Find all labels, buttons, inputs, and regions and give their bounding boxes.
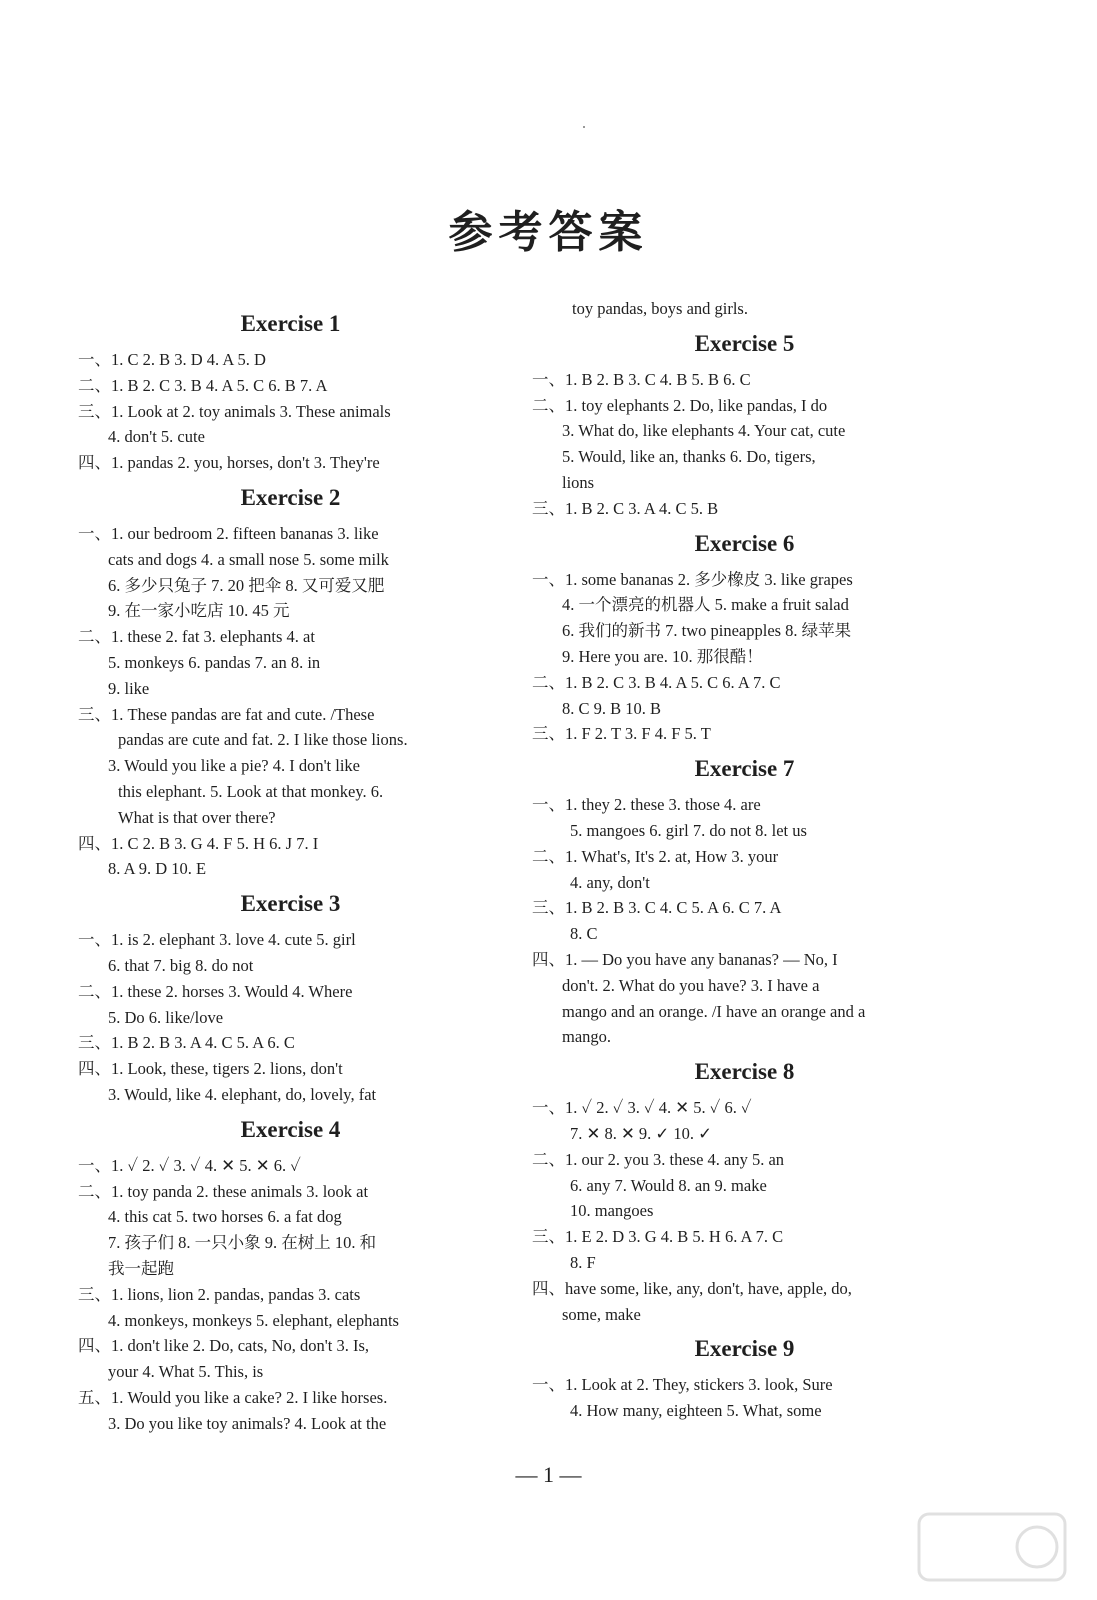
exercise-heading: Exercise 5 xyxy=(694,330,795,356)
answer-line: 三、1. F 2. T 3. F 4. F 5. T xyxy=(532,724,711,744)
answer-line: 6. 多少只兔子 7. 20 把伞 8. 又可爱又肥 xyxy=(108,575,385,595)
answer-line: 6. 我们的新书 7. two pineapples 8. 绿苹果 xyxy=(562,621,852,641)
answer-line: 四、1. pandas 2. you, horses, don't 3. They're xyxy=(78,453,380,473)
exercise-heading: Exercise 7 xyxy=(694,756,795,782)
answer-line: 四、1. C 2. B 3. G 4. F 5. H 6. J 7. I xyxy=(78,833,319,853)
answer-line: 四、1. don't like 2. Do, cats, No, don't 3. Is, xyxy=(78,1336,370,1356)
answer-line: 三、1. E 2. D 3. G 4. B 5. H 6. A 7. C xyxy=(532,1227,784,1247)
answer-line: 五、1. Would you like a cake? 2. I like horses. xyxy=(78,1387,388,1407)
answer-line: 一、1. Look at 2. They, stickers 3. look, Sure xyxy=(532,1375,833,1395)
answer-line: 4. 一个漂亮的机器人 5. make a fruit salad xyxy=(562,595,849,615)
exercise-heading: Exercise 6 xyxy=(694,530,795,556)
answer-line: 9. like xyxy=(108,678,150,698)
answer-line: 二、1. these 2. horses 3. Would 4. Where xyxy=(78,981,353,1001)
answer-line: 四、have some, like, any, don't, have, apple, do, xyxy=(532,1278,852,1298)
answer-line: 二、1. What's, It's 2. at, How 3. your xyxy=(532,846,779,866)
answer-line: 3. Would you like a pie? 4. I don't like xyxy=(108,756,361,776)
answer-line: your 4. What 5. This, is xyxy=(108,1362,264,1382)
page-title: 参考答案 xyxy=(448,207,649,258)
answer-line: 三、1. B 2. B 3. C 4. C 5. A 6. C 7. A xyxy=(532,898,782,918)
answer-line: 4. this cat 5. two horses 6. a fat dog xyxy=(108,1207,342,1227)
answer-line: pandas are cute and fat. 2. I like those lions. xyxy=(118,730,408,750)
exercise-heading: Exercise 1 xyxy=(240,311,341,336)
answer-line: 3. What do, like elephants 4. Your cat, cute xyxy=(562,421,846,441)
answer-line: 7. 孩子们 8. 一只小象 9. 在树上 10. 和 xyxy=(108,1233,377,1253)
answer-line: 4. don't 5. cute xyxy=(108,427,205,447)
answer-line: 4. monkeys, monkeys 5. elephant, elephants xyxy=(108,1310,399,1330)
answer-line: 一、1. our bedroom 2. fifteen bananas 3. like xyxy=(78,523,379,543)
answer-line: 3. Would, like 4. elephant, do, lovely, fat xyxy=(108,1084,377,1104)
answer-line: 8. C xyxy=(570,924,598,944)
exercise-heading: Exercise 4 xyxy=(240,1116,341,1142)
answer-line: What is that over there? xyxy=(118,807,276,827)
watermark-logo-icon xyxy=(917,1512,1067,1582)
exercise-heading: Exercise 9 xyxy=(694,1336,795,1362)
answer-line: 7. ✕ 8. ✕ 9. ✓ 10. ✓ xyxy=(570,1123,712,1143)
answer-line: 二、1. these 2. fat 3. elephants 4. at xyxy=(78,627,315,647)
answer-line: 5. monkeys 6. pandas 7. an 8. in xyxy=(108,652,321,672)
answer-line: 四、1. Look, these, tigers 2. lions, don't xyxy=(78,1059,343,1079)
answer-line: mango. xyxy=(562,1027,612,1047)
answer-line: 二、1. B 2. C 3. B 4. A 5. C 6. A 7. C xyxy=(532,672,781,692)
answer-line: 三、1. B 2. C 3. A 4. C 5. B xyxy=(532,498,719,518)
answer-line: 9. Here you are. 10. 那很酷！ xyxy=(562,646,763,666)
exercise-heading: Exercise 8 xyxy=(694,1059,795,1085)
answer-line: 5. Do 6. like/love xyxy=(108,1007,224,1027)
answer-line: 一、1. B 2. B 3. C 4. B 5. B 6. C xyxy=(532,369,751,389)
scan-speck xyxy=(583,126,585,128)
answer-line: 10. mangoes xyxy=(570,1201,654,1221)
answer-line: 四、1. — Do you have any bananas? — No, I xyxy=(532,949,838,969)
answer-line: 4. any, don't xyxy=(570,872,650,892)
answer-line: 3. Do you like toy animals? 4. Look at the xyxy=(108,1413,387,1433)
answer-line: lions xyxy=(562,472,595,492)
answer-line: 5. Would, like an, thanks 6. Do, tigers, xyxy=(562,447,816,467)
page-number: — 1 — xyxy=(515,1462,582,1487)
answer-line: mango and an orange. /I have an orange and a xyxy=(562,1001,866,1021)
answer-line: 4. How many, eighteen 5. What, some xyxy=(570,1401,822,1421)
answer-line: 一、1. some bananas 2. 多少橡皮 3. like grapes xyxy=(532,569,853,589)
answer-line: 二、1. toy panda 2. these animals 3. look at xyxy=(78,1181,369,1201)
answer-line: 二、1. toy elephants 2. Do, like pandas, I do xyxy=(532,395,828,415)
answer-line: 一、1. they 2. these 3. those 4. are xyxy=(532,795,761,815)
answer-line: toy pandas, boys and girls. xyxy=(572,299,748,318)
answer-line: 一、1. is 2. elephant 3. love 4. cute 5. girl xyxy=(78,930,356,950)
right-column xyxy=(532,296,957,1424)
answer-line: 我一起跑 xyxy=(108,1258,174,1278)
answer-line: 6. that 7. big 8. do not xyxy=(108,955,254,975)
answer-line: 5. mangoes 6. girl 7. do not 8. let us xyxy=(570,820,807,840)
answer-line: 一、1. ✓ 2. ✓ 3. ✓ 4. ✕ 5. ✓ 6. ✓ xyxy=(532,1098,752,1118)
answer-line: cats and dogs 4. a small nose 5. some milk xyxy=(108,549,389,569)
answer-line: 二、1. B 2. C 3. B 4. A 5. C 6. B 7. A xyxy=(78,375,328,395)
answer-line: 三、1. B 2. B 3. A 4. C 5. A 6. C xyxy=(78,1033,295,1053)
exercise-heading: Exercise 3 xyxy=(240,891,341,917)
answer-line: 6. any 7. Would 8. an 9. make xyxy=(570,1175,767,1195)
answer-line: 二、1. our 2. you 3. these 4. any 5. an xyxy=(532,1149,785,1169)
answer-line: don't. 2. What do you have? 3. I have a xyxy=(562,975,820,995)
answer-line: 8. F xyxy=(570,1252,596,1272)
answer-line: 8. A 9. D 10. E xyxy=(108,859,207,879)
answer-line: some, make xyxy=(562,1304,641,1324)
answer-line: 三、1. Look at 2. toy animals 3. These animals xyxy=(78,401,391,421)
exercise-heading: Exercise 2 xyxy=(240,484,341,510)
answer-line: 三、1. lions, lion 2. pandas, pandas 3. cats xyxy=(78,1284,361,1304)
answer-line: 一、1. ✓ 2. ✓ 3. ✓ 4. ✕ 5. ✕ 6. ✓ xyxy=(78,1155,301,1175)
answer-line: 一、1. C 2. B 3. D 4. A 5. D xyxy=(78,350,266,369)
answer-line: 9. 在一家小吃店 10. 45 元 xyxy=(108,601,290,621)
answer-line: 8. C 9. B 10. B xyxy=(562,698,662,718)
left-column xyxy=(78,302,503,1436)
answer-line: 三、1. These pandas are fat and cute. /These xyxy=(78,704,375,724)
answer-line: this elephant. 5. Look at that monkey. 6. xyxy=(118,781,384,801)
